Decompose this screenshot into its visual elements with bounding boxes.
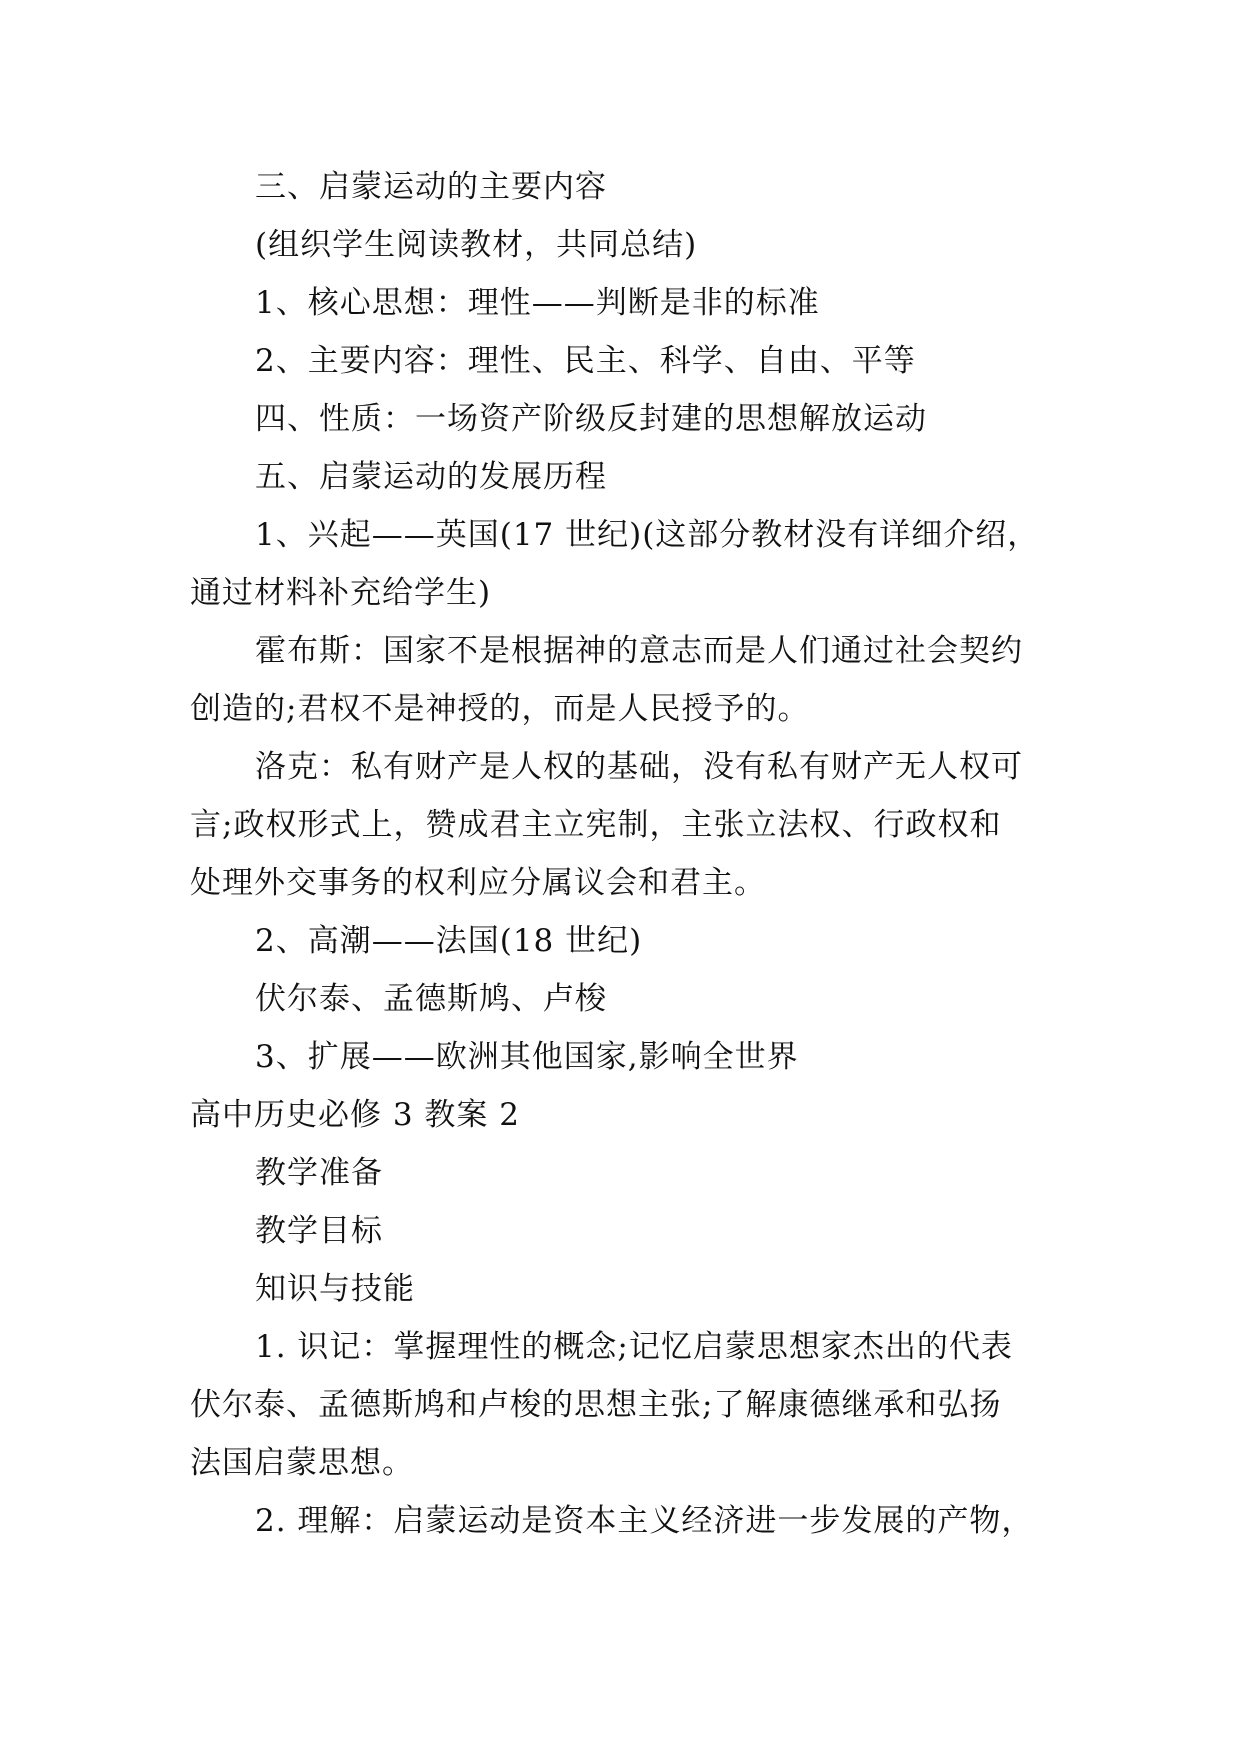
text-line: 霍布斯：国家不是根据神的意志而是人们通过社会契约 bbox=[255, 633, 1023, 669]
text-line: 言;政权形式上，赞成君主立宪制，主张立法权、行政权和 bbox=[190, 807, 1002, 843]
document-title: 高中历史必修 3 教案 2 bbox=[190, 1097, 521, 1133]
text-line: 处理外交事务的权利应分属议会和君主。 bbox=[190, 865, 766, 901]
section-heading: 教学准备 bbox=[255, 1155, 383, 1191]
section-heading: 知识与技能 bbox=[255, 1271, 415, 1307]
text-line: 法国启蒙思想。 bbox=[190, 1445, 414, 1481]
list-item: 2、主要内容：理性、民主、科学、自由、平等 bbox=[255, 343, 916, 379]
text-line: 伏尔泰、孟德斯鸠和卢梭的思想主张;了解康德继承和弘扬 bbox=[190, 1387, 1002, 1423]
text-line: 创造的;君权不是神授的，而是人民授予的。 bbox=[190, 691, 810, 727]
text-line: 通过材料补充给学生) bbox=[190, 575, 492, 611]
text-line: (组织学生阅读教材，共同总结) bbox=[255, 227, 698, 263]
list-item: 2、高潮——法国(18 世纪) bbox=[255, 923, 643, 959]
section-heading: 三、启蒙运动的主要内容 bbox=[255, 169, 607, 205]
list-item: 1、核心思想：理性——判断是非的标准 bbox=[255, 285, 820, 321]
list-item: 3、扩展——欧洲其他国家,影响全世界 bbox=[255, 1039, 799, 1075]
text-line: 洛克：私有财产是人权的基础，没有私有财产无人权可 bbox=[255, 749, 1023, 785]
list-item: 1. 识记：掌握理性的概念;记忆启蒙思想家杰出的代表 bbox=[255, 1329, 1013, 1365]
text-line: 伏尔泰、孟德斯鸠、卢梭 bbox=[255, 981, 607, 1017]
section-heading: 教学目标 bbox=[255, 1213, 383, 1249]
list-item: 2. 理解：启蒙运动是资本主义经济进一步发展的产物， bbox=[255, 1503, 1034, 1539]
section-heading: 五、启蒙运动的发展历程 bbox=[255, 459, 607, 495]
list-item: 1、兴起——英国(17 世纪)(这部分教材没有详细介绍， bbox=[255, 517, 1040, 553]
section-heading: 四、性质：一场资产阶级反封建的思想解放运动 bbox=[255, 401, 927, 437]
